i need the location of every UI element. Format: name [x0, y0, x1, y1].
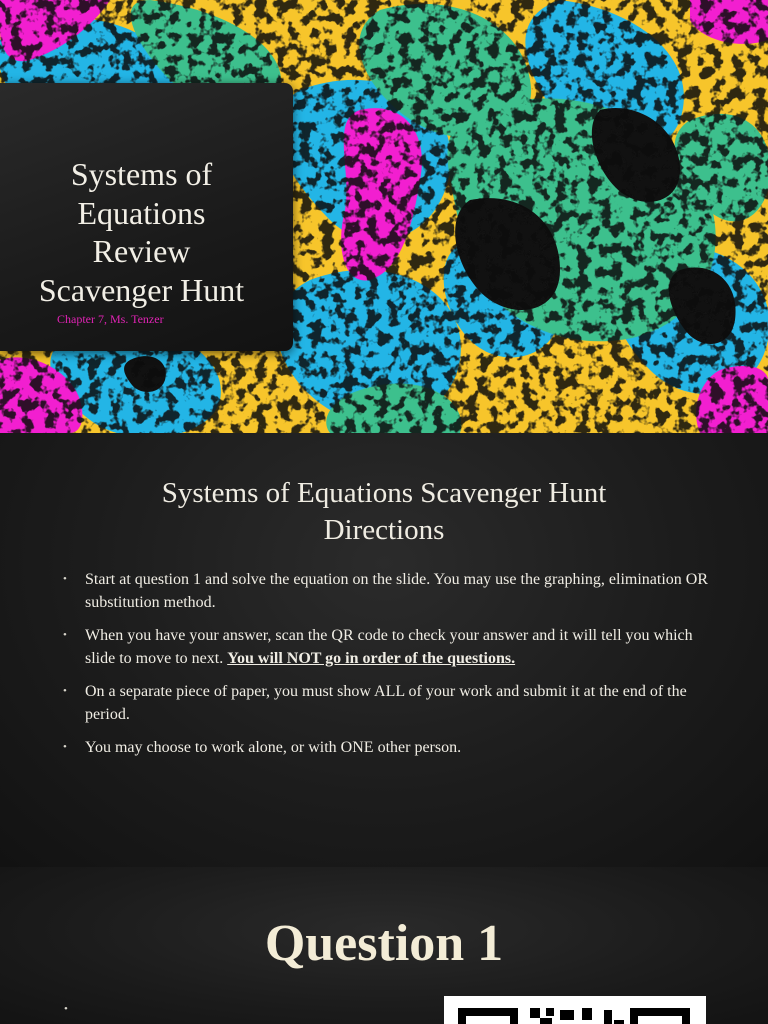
list-item-text: You may choose to work alone, or with ONE other person. — [85, 739, 462, 756]
title-slide — [0, 0, 768, 433]
list-item — [63, 568, 713, 614]
list-item-text: On a separate piece of paper, you must show ALL of your work and submit it at the end of the period. — [85, 683, 687, 723]
bullet-dot-icon: • — [63, 629, 67, 641]
qr-code-icon[interactable] — [444, 996, 706, 1024]
list-item-text: When you have your answer, scan the QR code to check your answer and it will tell you which slide to move to next. — [85, 627, 693, 667]
title-line: Equations — [77, 194, 206, 231]
title-line: Systems of — [70, 156, 213, 192]
directions-title-line: Systems of Equations Scavenger Hunt — [161, 477, 607, 509]
slide-title — [0, 155, 283, 309]
directions-list — [63, 568, 713, 769]
list-item — [63, 736, 713, 759]
bullet-dot-icon: • — [64, 1003, 68, 1015]
directions-title — [0, 475, 768, 549]
list-item — [63, 624, 713, 670]
question-title: Question 1 — [264, 915, 504, 972]
list-item — [63, 680, 713, 726]
bullet-dot-icon: • — [63, 685, 67, 697]
list-item-text: Start at question 1 and solve the equation on the slide. You may use the graphing, elimination OR substitution method. — [85, 571, 709, 611]
title-line: Review — [92, 233, 191, 269]
bullet-dot-icon: • — [63, 741, 67, 753]
directions-title-line: Directions — [323, 514, 445, 546]
directions-slide — [0, 433, 768, 867]
title-line: Scavenger Hunt — [38, 271, 245, 308]
question-slide — [0, 867, 768, 1024]
bullet-dot-icon: • — [63, 573, 67, 585]
slide-subtitle: Chapter 7, Ms. Tenzer — [57, 312, 164, 326]
list-item-emphasis: You will NOT go in order of the questions. — [227, 650, 516, 667]
